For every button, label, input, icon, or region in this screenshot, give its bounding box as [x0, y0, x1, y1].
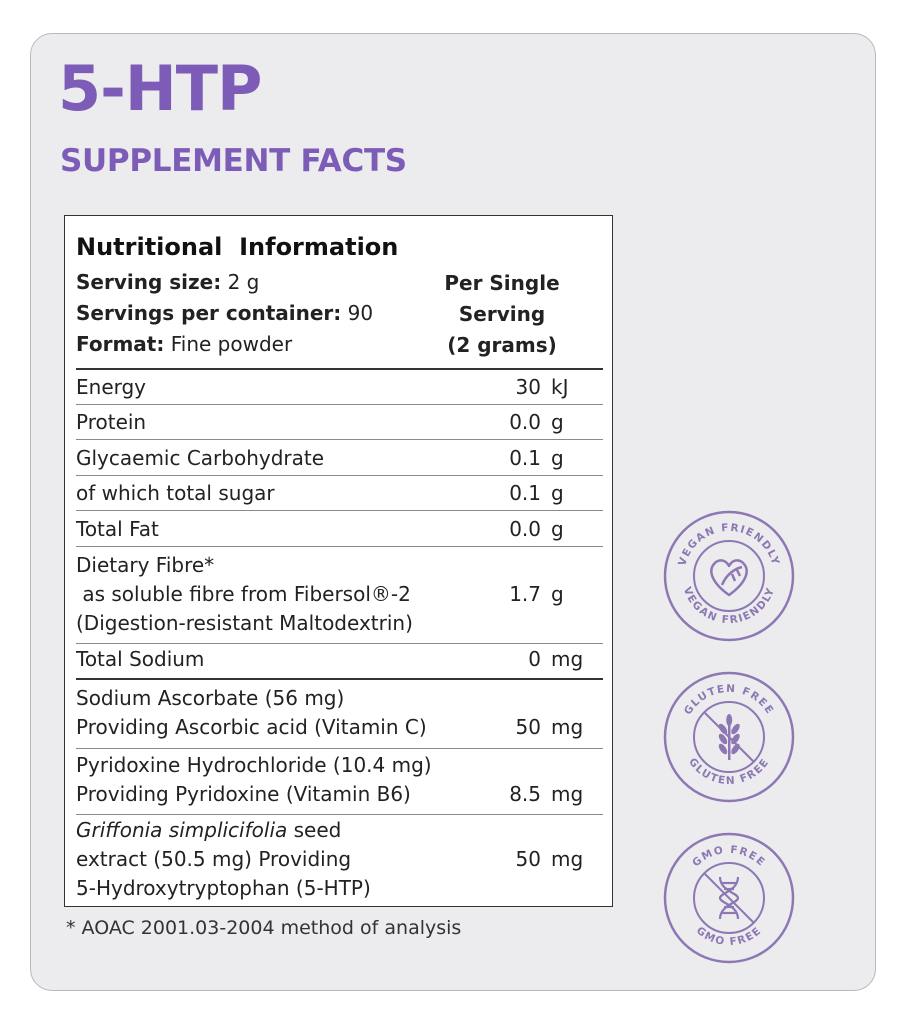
- section-title: SUPPLEMENT FACTS: [60, 143, 407, 179]
- row-value: 0.0: [509, 517, 541, 541]
- row-divider: [76, 814, 603, 815]
- gluten-badge-text-top: GLUTEN FREE: [681, 682, 777, 718]
- row-value: 0.0: [509, 410, 541, 434]
- row-divider: [76, 643, 603, 644]
- row-label: Glycaemic Carbohydrate: [76, 446, 325, 470]
- heart-leaf-icon: [711, 560, 746, 595]
- row-label: as soluble fibre from Fibersol®-2: [76, 582, 411, 606]
- servings-value: 90: [347, 301, 374, 325]
- gluten-free-badge: [662, 670, 796, 804]
- row-label: Energy: [76, 375, 147, 399]
- svg-text:GMO FREE: [690, 844, 768, 869]
- servings-label: Servings per container:: [76, 301, 342, 325]
- row-unit: g: [551, 446, 564, 470]
- header-divider: [76, 368, 603, 370]
- per-serving-header: [427, 268, 577, 361]
- row-unit: g: [551, 517, 564, 541]
- row-value: 0.1: [509, 481, 541, 505]
- gluten-badge-text-bottom: GLUTEN FREE: [686, 755, 772, 788]
- svg-text:GMO FREE: [694, 925, 764, 949]
- row-unit: mg: [551, 647, 584, 671]
- row-divider: [76, 510, 603, 511]
- wheat-crossed-icon: [717, 714, 741, 760]
- footnote: * AOAC 2001.03-2004 method of analysis: [66, 917, 462, 939]
- row-divider: [76, 748, 603, 749]
- row-label: Protein: [76, 410, 147, 434]
- row-divider: [76, 404, 603, 405]
- vegan-friendly-badge: [662, 509, 796, 643]
- row-label: Total Sodium: [76, 647, 205, 671]
- vegan-badge-graphic: [662, 509, 796, 643]
- vegan-badge-text-bottom: VEGAN FRIENDLY: [680, 585, 778, 627]
- row-label: Providing Ascorbic acid (Vitamin C): [76, 715, 427, 739]
- row-value: 1.7: [509, 582, 541, 606]
- row-divider: [76, 546, 603, 547]
- italic-species-name: Griffonia simplicifolia: [76, 818, 288, 842]
- row-value: 30: [515, 375, 541, 399]
- serving-size: [76, 270, 259, 294]
- nutrition-panel: [64, 215, 613, 907]
- row-value: 8.5: [509, 782, 541, 806]
- per-serving-line: Per Single: [444, 271, 560, 295]
- gluten-badge-graphic: [662, 670, 796, 804]
- gmo-free-badge: [662, 831, 796, 965]
- serving-size-label: Serving size:: [76, 270, 222, 294]
- row-value: 0: [528, 647, 541, 671]
- svg-text:GLUTEN FREE: [682, 683, 776, 717]
- svg-text:VEGAN FRIENDLY: [676, 522, 782, 568]
- row-label-part: seed: [287, 818, 342, 842]
- gmo-badge-text-bottom: GMO FREE: [693, 924, 765, 949]
- row-divider: [76, 475, 603, 476]
- row-unit: mg: [551, 715, 584, 739]
- row-label: extract (50.5 mg) Providing: [76, 847, 352, 871]
- row-label: Pyridoxine Hydrochloride (10.4 mg): [76, 753, 432, 777]
- product-title: 5-HTP: [58, 52, 262, 125]
- row-value: 0.1: [509, 446, 541, 470]
- serving-size-value: 2 g: [227, 270, 260, 294]
- row-unit: kJ: [551, 375, 569, 399]
- row-unit: g: [551, 481, 564, 505]
- row-unit: mg: [551, 782, 584, 806]
- row-value: 50: [515, 847, 541, 871]
- row-label: of which total sugar: [76, 481, 275, 505]
- row-label: Sodium Ascorbate (56 mg): [76, 686, 345, 710]
- gmo-badge-graphic: [662, 831, 796, 965]
- row-label: 5-Hydroxytryptophan (5-HTP): [76, 876, 371, 900]
- vegan-badge-text-top: VEGAN FRIENDLY: [676, 521, 782, 568]
- row-label: Dietary Fibre*: [76, 553, 215, 577]
- format-value: Fine powder: [170, 332, 293, 356]
- servings-per-container: [76, 301, 373, 325]
- row-unit: mg: [551, 847, 584, 871]
- row-unit: g: [551, 582, 564, 606]
- row-label: Providing Pyridoxine (Vitamin B6): [76, 782, 411, 806]
- section-divider: [76, 678, 603, 680]
- svg-text:VEGAN FRIENDLY: [681, 585, 778, 626]
- format-label: Format:: [76, 332, 165, 356]
- panel-title: Nutritional Information: [76, 233, 399, 261]
- row-label: Total Fat: [76, 517, 159, 541]
- row-value: 50: [515, 715, 541, 739]
- row-divider: [76, 439, 603, 440]
- per-serving-line: Serving: [458, 302, 546, 326]
- row-label: [76, 816, 341, 845]
- row-label: (Digestion-resistant Maltodextrin): [76, 611, 413, 635]
- format: [76, 332, 292, 356]
- per-serving-line: (2 grams): [447, 333, 557, 357]
- row-unit: g: [551, 410, 564, 434]
- gmo-badge-text-top: GMO FREE: [690, 843, 768, 870]
